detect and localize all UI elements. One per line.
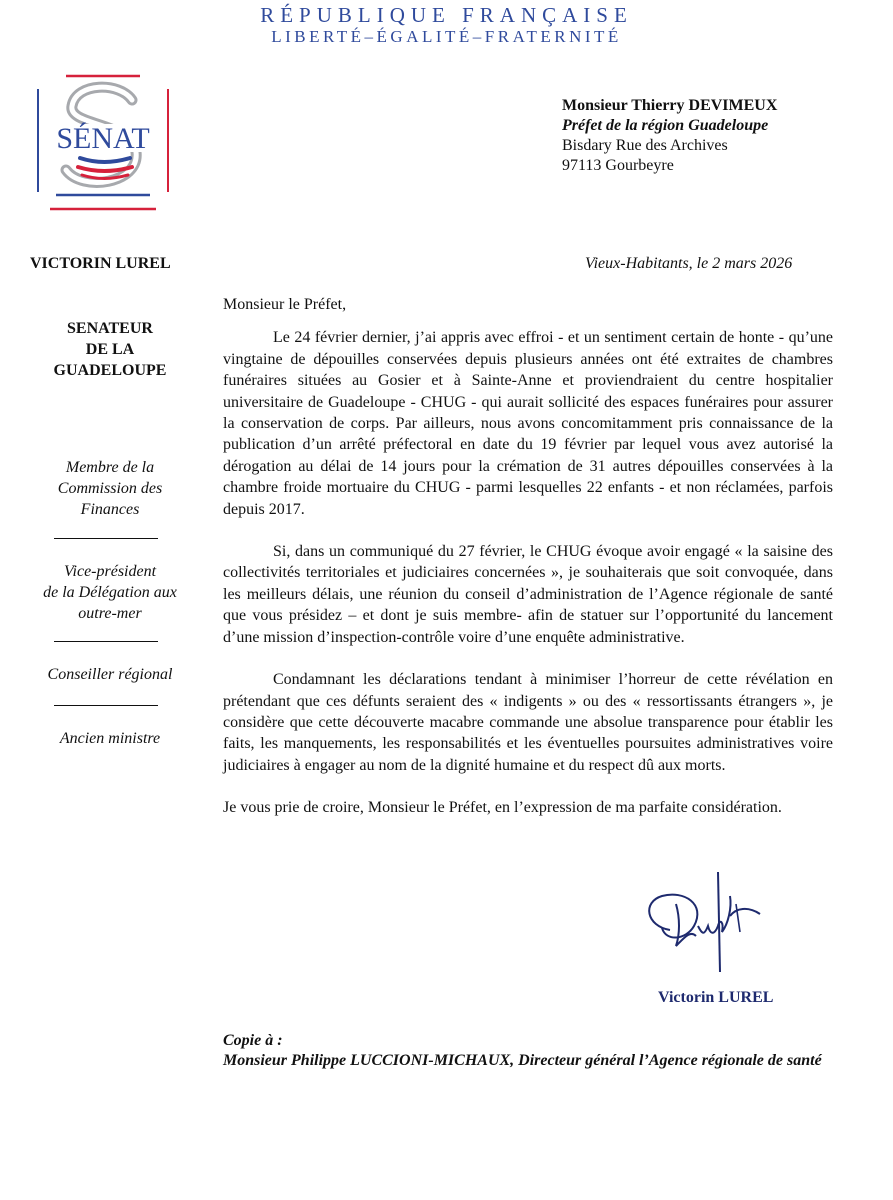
role-former-minister: Ancien ministre xyxy=(59,730,161,747)
place-date: Vieux-Habitants, le 2 mars 2026 xyxy=(585,255,793,272)
handwritten-signature xyxy=(636,868,776,978)
addressee-city: 97113 Gourbeyre xyxy=(562,157,674,174)
addressee-name: Monsieur Thierry DEVIMEUX xyxy=(562,97,778,114)
letter-body xyxy=(223,294,833,819)
paragraph: Condamnant les déclarations tendant à minimiser l’horreur de cette révélation en prétendant que ces défunts seraient des « indigents » ou des « ressortissants étrangers », je considère que cette découverte macabre commande une absolue transparence pour établir les faits, les manquements, les responsabilités et les éventuelles poursuites administratives voire judiciaires à engager au nom de la dignité humaine et du respect dû aux morts. xyxy=(223,671,833,774)
senat-logo-text: SÉNAT xyxy=(56,122,150,155)
copy-label: Copie à : xyxy=(223,1032,283,1049)
senator-line: SENATEUR xyxy=(67,320,153,337)
sender-name: VICTORIN LUREL xyxy=(30,255,171,272)
divider xyxy=(54,705,158,706)
role-line: outre-mer xyxy=(78,605,142,622)
role-line: de la Délégation aux xyxy=(43,584,177,601)
role-finance-commission xyxy=(30,457,190,520)
divider xyxy=(54,641,158,642)
salutation: Monsieur le Préfet, xyxy=(223,296,347,313)
addressee-title: Préfet de la région Guadeloupe xyxy=(562,117,769,134)
paragraph: Si, dans un communiqué du 27 février, le CHUG évoque avoir engagé « la saisine des collectivités territoriales et judiciaires concernées », je souhaiterais que soit convoquée, dans les meilleurs délais, une réunion du conseil d’administration de l’Agence régionale de santé que vous présidez – et dont je suis membre- afin de statuer sur l’opportunité du lancement d’une mission d’inspection-contrôle voire d’une enquête administrative. xyxy=(223,543,833,646)
role-vice-president xyxy=(30,561,190,624)
addressee-street: Bisdary Rue des Archives xyxy=(562,137,728,154)
role-regional-councillor: Conseiller régional xyxy=(47,666,173,683)
copy-recipient: Monsieur Philippe LUCCIONI-MICHAUX, Directeur général l’Agence régionale de santé xyxy=(223,1052,822,1069)
paragraph: Le 24 février dernier, j’ai appris avec effroi - et un sentiment certain de honte - qu’une vingtaine de dépouilles conservées depuis plusieurs années ont été extraites de chambres funéraires situées au Gosier et à Sainte-Anne et proviendraient du centre hospitalier universitaire de Guadeloupe - CHUG - qui aurait sollicité des espaces funéraires pour assurer la conservation de corps. Par ailleurs, nous avons concomitamment pris connaissance de la publication d’un arrêté préfectoral en date du 19 février par lequel vous avez autorisé la dérogation au délai de 14 jours pour la crémation de 31 autres dépouilles conservées à la chambre froide mortuaire du CHUG - parmi lesquelles 22 enfants - et non réclamées, parfois depuis 2017. xyxy=(223,329,833,518)
addressee-block xyxy=(562,96,777,176)
role-line: Membre de la xyxy=(65,459,155,476)
signer-name: Victorin LUREL xyxy=(658,989,774,1006)
letterhead-banner xyxy=(0,0,893,52)
closing-formula: Je vous prie de croire, Monsieur le Préfet, en l’expression de ma parfaite considération. xyxy=(223,799,782,817)
senator-line: DE LA xyxy=(85,341,135,358)
divider xyxy=(54,538,158,539)
role-line: Finances xyxy=(80,501,140,518)
role-line: Commission des xyxy=(57,480,163,497)
senator-line: GUADELOUPE xyxy=(53,362,167,379)
republic-title: RÉPUBLIQUE FRANÇAISE xyxy=(260,3,633,27)
republic-motto: LIBERTÉ–ÉGALITÉ–FRATERNITÉ xyxy=(271,27,622,46)
copy-to-block xyxy=(223,1031,843,1071)
senat-logo xyxy=(36,74,170,212)
role-line: Vice-président xyxy=(63,563,157,580)
senator-title xyxy=(30,318,190,381)
